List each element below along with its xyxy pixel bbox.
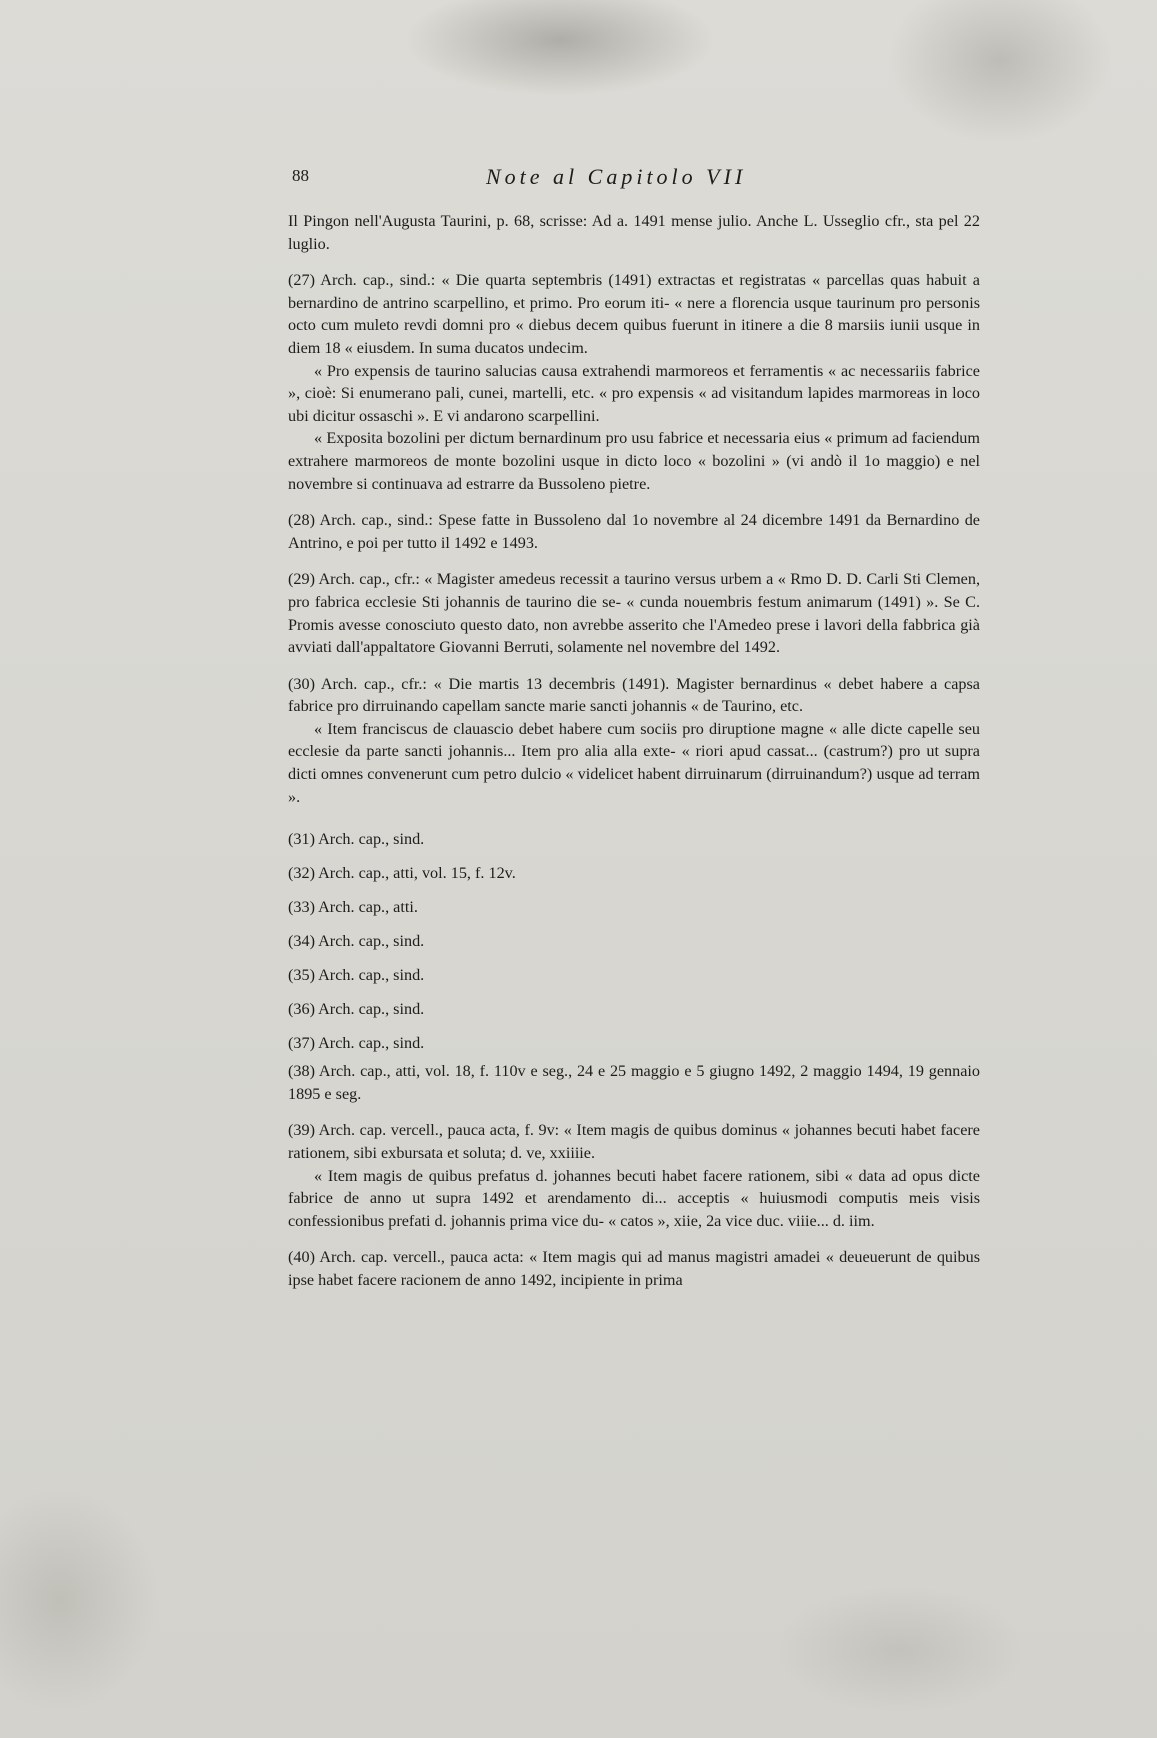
margin-smudge — [56, 1300, 236, 1400]
short-notes-list — [288, 822, 980, 1060]
note-27-expensis: « Pro expensis de taurino salucias causa extrahendi marmoreos et ferramentis « ac necessariis fabrice », cioè: Si enumerano pali, cunei, martelli, etc. « pro expensis « ad visitandum lapides marmoreas in loco ubi dicitur ossaschi ». E vi andarono scarpellini. — [288, 361, 980, 425]
note-27-exposita: « Exposita bozolini per dictum bernardinum pro usu fabrice et necessaria eius « primum ad faciendum extrahere marmoreos de monte bozolini usque in dicto loco « bozolini » (vi andò il 1o maggio) e nel novembre si continuava ad estrarre da Bussoleno pietre. — [288, 429, 980, 493]
note-32: (32) Arch. cap., atti, vol. 15, f. 12v. — [288, 864, 516, 883]
note-40: (40) Arch. cap. vercell., pauca acta: « Item magis qui ad manus magistri amadei « deueuerunt de quibus ipse habet facere racionem de anno 1492, incipiente in prima — [288, 1248, 980, 1289]
note-31: (31) Arch. cap., sind. — [288, 830, 425, 849]
running-title: Note al Capitolo VII — [486, 164, 747, 189]
note-33: (33) Arch. cap., atti. — [288, 898, 418, 917]
note-34: (34) Arch. cap., sind. — [288, 932, 425, 951]
note-29: (29) Arch. cap., cfr.: « Magister amedeus recessit a taurino versus urbem a « Rmo D. D. Carli Sti Clemen, pro fabrica ecclesie Sti johannis de taurino die se- « cunda nouembris festum animarum (1491) ». Se C. Promis avesse conosciuto questo dato, non avrebbe asserito che l'Amedeo prese i lavori della fabbrica già avviati dall'appaltatore Giovanni Berruti, solamente nel novembre del 1492. — [288, 570, 980, 657]
note-30-item: « Item franciscus de clauascio debet habere cum sociis pro diruptione magne « alle dicte capelle seu ecclesie da parte sancti johannis... Item pro alia alla exte- « riori apud cassat... (castrum?) pro ut supra dicti omnes convenerunt cum petro dulcio « videlicet habent dirruinarum (dirruinandum?) usque ad terram ». — [288, 719, 980, 806]
notes-body — [288, 210, 980, 1292]
note-36: (36) Arch. cap., sind. — [288, 1000, 425, 1019]
note-39: (39) Arch. cap. vercell., pauca acta, f. 9v: « Item magis de quibus dominus « johannes becuti habet facere rationem, sibi exbursata et soluta; d. ve, xxiiiie. — [288, 1121, 980, 1163]
note-28: (28) Arch. cap., sind.: Spese fatte in Bussoleno dal 1o novembre al 24 dicembre 1491 da Bernardino de Antrino, e poi per tutto il 1492 e 1493. — [288, 511, 980, 552]
note-37: (37) Arch. cap., sind. — [288, 1034, 425, 1053]
page-header — [292, 166, 982, 192]
paragraph-pingon: Il Pingon nell'Augusta Taurini, p. 68, scrisse: Ad a. 1491 mense julio. Anche L. Usseglio cfr., sta pel 22 luglio. — [288, 212, 980, 253]
note-35: (35) Arch. cap., sind. — [288, 966, 425, 985]
note-27: (27) Arch. cap., sind.: « Die quarta septembris (1491) extractas et registratas « parcellas quas habuit a bernardino de antrino scarpellino, et primo. Pro eorum iti- « nere a florencia usque taurinum pro personis octo cum muleto revdi domni pro « diebus decem quibus fuerunt in itinere a die 8 marsiis iunii usque in diem 18 « eiusdem. In suma ducatos undecim. — [288, 271, 980, 357]
note-30: (30) Arch. cap., cfr.: « Die martis 13 decembris (1491). Magister bernardinus « debet habere a capsa fabrice pro dirruinando capellam sancte marie sancti johannis « de Taurino, etc. — [288, 674, 980, 716]
note-39-item: « Item magis de quibus prefatus d. johannes becuti habet facere rationem, sibi « data ad opus dicte fabrice de anno ut supra 1492 et arendamento di... acceptis « huiusmodi computis meis visis confessionibus prefati d. johannis prima vice du- « catos », xiie, 2a vice duc. viiie... d. iim. — [288, 1166, 980, 1230]
note-38: (38) Arch. cap., atti, vol. 18, f. 110v e seg., 24 e 25 maggio e 5 giugno 1492, 2 maggio 1494, 19 gennaio 1895 e seg. — [288, 1062, 980, 1103]
page-number: 88 — [292, 166, 309, 185]
